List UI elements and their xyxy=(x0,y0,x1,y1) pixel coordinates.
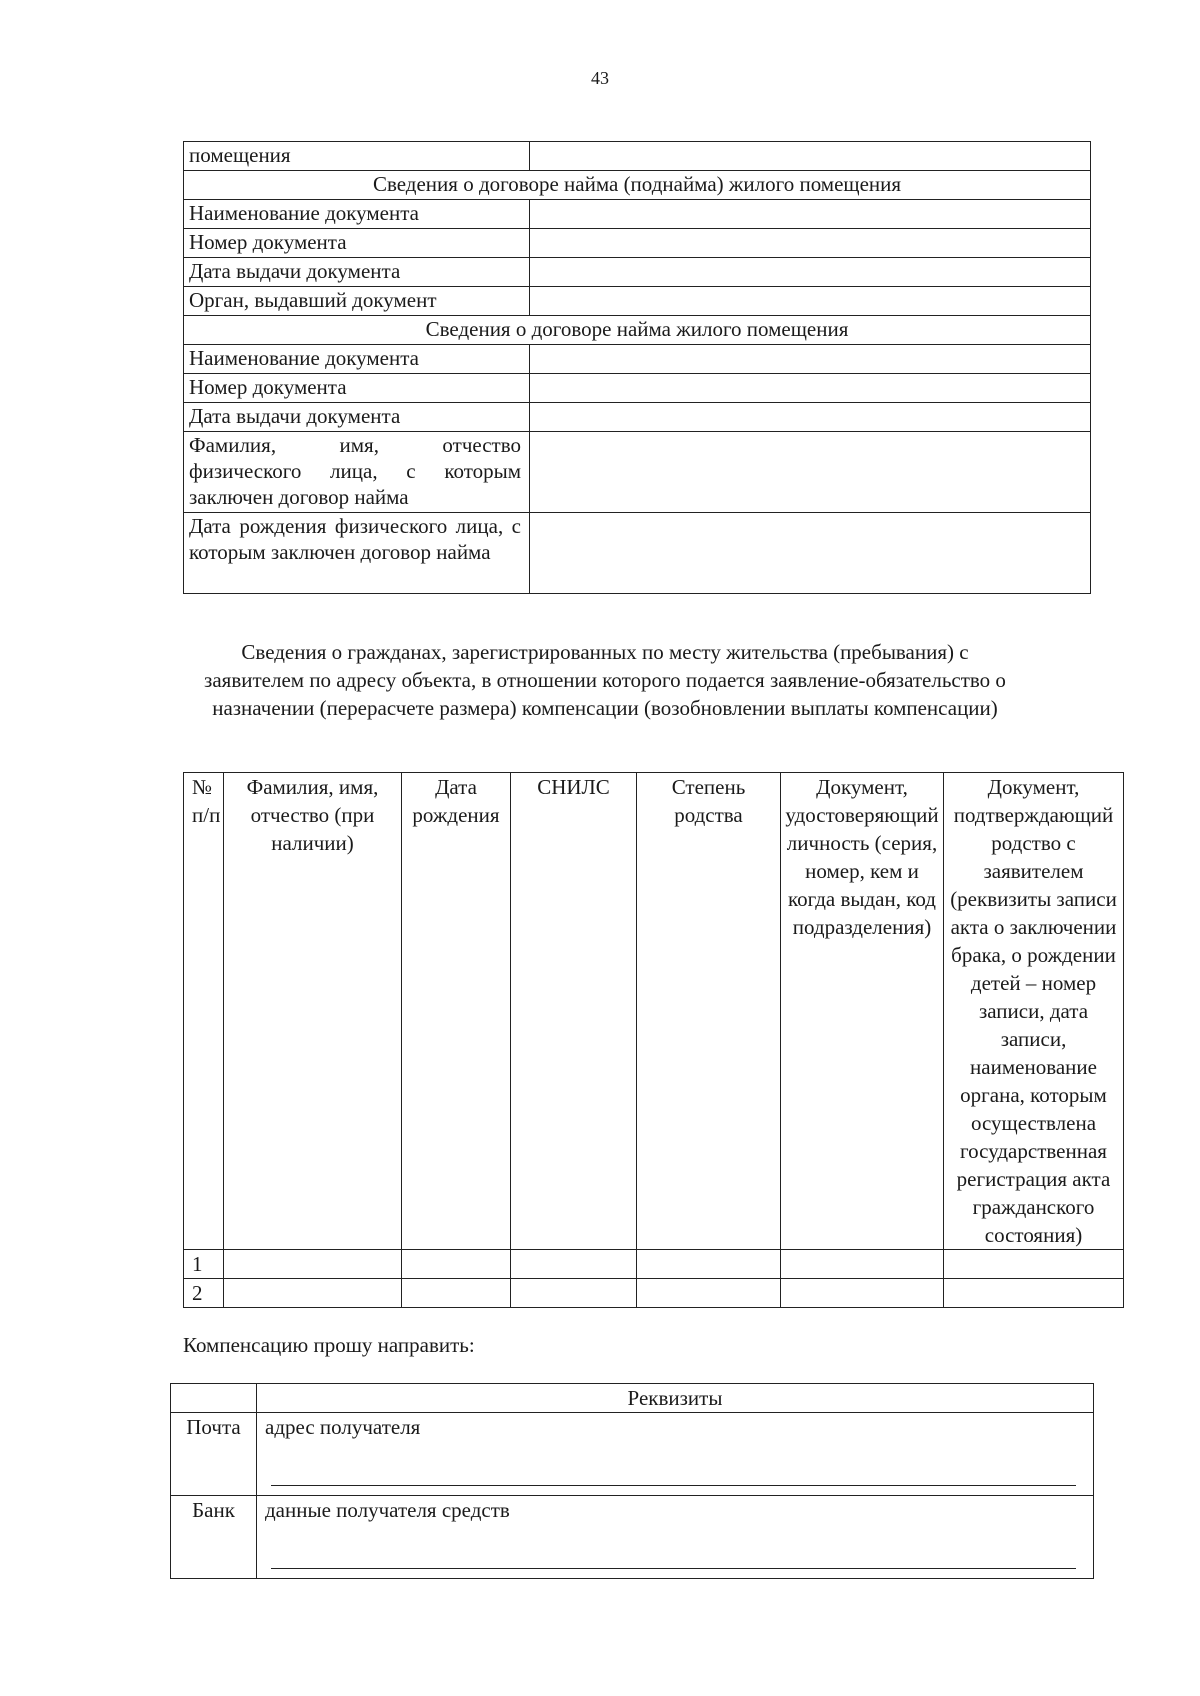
row-label: Дата выдачи документа xyxy=(184,258,530,287)
header-number: № п/п xyxy=(184,773,224,1250)
value-cell[interactable] xyxy=(530,403,1091,432)
header-relationship: Степень родства xyxy=(637,773,781,1250)
table-cell[interactable] xyxy=(224,1250,402,1279)
table-row xyxy=(184,287,1091,316)
header-row xyxy=(171,1384,1094,1413)
header-requisites: Реквизиты xyxy=(257,1384,1094,1413)
row-number: 1 xyxy=(184,1250,224,1279)
section-title-sublease: Сведения о договоре найма (поднайма) жилого помещения xyxy=(184,171,1091,200)
table-row xyxy=(184,403,1091,432)
row-label: Дата выдачи документа xyxy=(184,403,530,432)
payment-table xyxy=(170,1383,1094,1579)
table-cell[interactable] xyxy=(781,1279,944,1308)
value-cell[interactable] xyxy=(530,229,1091,258)
table-cell[interactable] xyxy=(511,1250,637,1279)
table-cell[interactable] xyxy=(402,1250,511,1279)
header-snils: СНИЛС xyxy=(511,773,637,1250)
table-cell[interactable] xyxy=(944,1279,1124,1308)
row-number: 2 xyxy=(184,1279,224,1308)
header-identity-document: Документ, удостоверяющий личность (серия, номер, кем и когда выдан, код подразделения) xyxy=(781,773,944,1250)
table-row xyxy=(184,345,1091,374)
row-label-person-fio: Фамилия, имя, отчество физического лица, с которым заключен договор найма xyxy=(184,432,530,513)
row-label: Орган, выдавший документ xyxy=(184,287,530,316)
section-header-row xyxy=(184,316,1091,345)
value-cell[interactable] xyxy=(530,287,1091,316)
citizens-caption: Сведения о гражданах, зарегистрированных по месту жительства (пребывания) с заявителем по адресу объекта, в отношении которого подается заявление-обязательство о назначении (перерасчете размера) компенсации (возобновлении выплаты компенсации) xyxy=(204,640,1006,720)
row-label: Номер документа xyxy=(184,229,530,258)
citizens-table xyxy=(183,772,1124,1308)
table-row xyxy=(184,432,1091,513)
value-cell[interactable] xyxy=(530,513,1091,594)
table-row xyxy=(184,374,1091,403)
value-cell[interactable] xyxy=(530,200,1091,229)
table-row xyxy=(184,1250,1124,1279)
table-row xyxy=(184,200,1091,229)
table-row xyxy=(184,258,1091,287)
row-label: Наименование документа xyxy=(184,345,530,374)
payment-title: Компенсацию прошу направить: xyxy=(183,1333,475,1357)
value-cell[interactable] xyxy=(530,345,1091,374)
recipient-bank-label: данные получателя средств xyxy=(265,1498,510,1522)
recipient-address-line[interactable] xyxy=(271,1441,1076,1486)
table-row xyxy=(184,142,1091,171)
recipient-bank-line[interactable] xyxy=(271,1524,1076,1569)
row-label-person-birth: Дата рождения физического лица, с которым заключен договор найма xyxy=(184,513,530,594)
table-cell[interactable] xyxy=(402,1279,511,1308)
table-row xyxy=(171,1496,1094,1579)
table-cell[interactable] xyxy=(781,1250,944,1279)
header-full-name: Фамилия, имя, отчество (при наличии) xyxy=(224,773,402,1250)
method-bank: Банк xyxy=(171,1496,257,1579)
row-label: Наименование документа xyxy=(184,200,530,229)
row-label: Номер документа xyxy=(184,374,530,403)
table-cell xyxy=(171,1384,257,1413)
value-cell[interactable] xyxy=(530,258,1091,287)
recipient-address-label: адрес получателя xyxy=(265,1415,421,1439)
value-cell[interactable] xyxy=(530,374,1091,403)
table-row xyxy=(184,1279,1124,1308)
page-number: 43 xyxy=(591,68,609,88)
section-title-lease: Сведения о договоре найма жилого помещения xyxy=(184,316,1091,345)
method-post: Почта xyxy=(171,1413,257,1496)
lease-info-table xyxy=(183,141,1091,594)
header-row xyxy=(184,773,1124,1250)
table-row xyxy=(184,513,1091,594)
row-label: помещения xyxy=(184,142,530,171)
table-cell[interactable] xyxy=(944,1250,1124,1279)
header-kinship-document: Документ, подтверждающий родство с заявителем (реквизиты записи акта о заключении брака, о рождении детей – номер записи, дата записи, наименование органа, которым осуществлена государственная регистрация акта гражданского состояния) xyxy=(944,773,1124,1250)
value-cell[interactable] xyxy=(530,142,1091,171)
table-cell[interactable] xyxy=(637,1279,781,1308)
table-cell[interactable] xyxy=(511,1279,637,1308)
section-header-row xyxy=(184,171,1091,200)
value-cell[interactable] xyxy=(530,432,1091,513)
table-cell[interactable] xyxy=(224,1279,402,1308)
table-row xyxy=(184,229,1091,258)
table-cell[interactable] xyxy=(637,1250,781,1279)
table-row xyxy=(171,1413,1094,1496)
header-birth-date: Дата рождения xyxy=(402,773,511,1250)
